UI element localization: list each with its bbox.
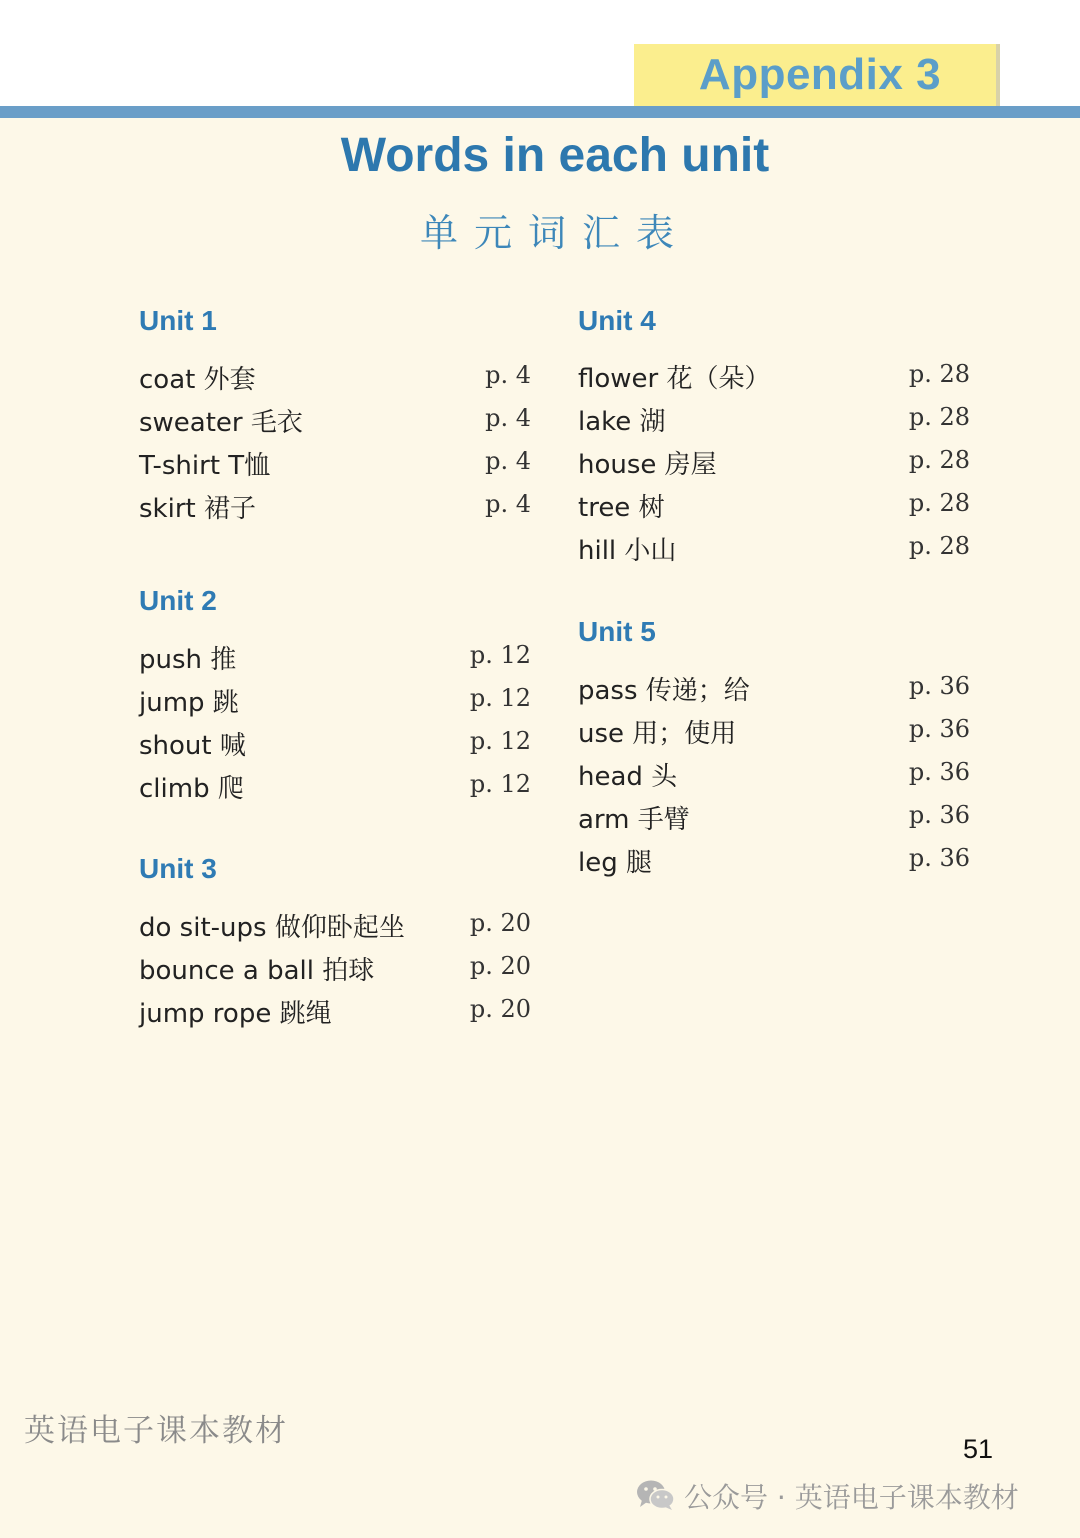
word: sweater 毛衣 (139, 408, 303, 438)
word-row (139, 768, 531, 808)
word-row (578, 444, 970, 484)
page-ref: p. 28 (908, 446, 970, 474)
word: climb 爬 (139, 774, 244, 804)
word-row (139, 488, 531, 528)
word-row (578, 799, 970, 839)
appendix-tab (634, 44, 996, 106)
page-ref: p. 4 (485, 361, 531, 389)
word-row (139, 725, 531, 765)
page-ref: p. 12 (469, 641, 531, 669)
word-row (578, 358, 970, 398)
word-row (578, 713, 970, 753)
word-row (578, 487, 970, 527)
page-ref: p. 12 (469, 684, 531, 712)
word-row (139, 950, 531, 990)
watermark-text: 英语电子课本教材 (24, 1413, 288, 1449)
page-ref: p. 36 (908, 758, 970, 786)
page-title: Words in each unit (340, 129, 770, 182)
word-row (578, 530, 970, 570)
word-row (139, 445, 531, 485)
word: leg 腿 (578, 848, 652, 878)
unit-4-heading: Unit 4 (578, 305, 656, 336)
page-ref: p. 4 (485, 447, 531, 475)
appendix-label: Appendix 3 (698, 50, 942, 99)
page-ref: p. 4 (485, 404, 531, 432)
page-number: 51 (963, 1434, 994, 1464)
word: bounce a ball 拍球 (139, 956, 375, 986)
unit-3-heading: Unit 3 (139, 853, 217, 884)
page-ref: p. 12 (469, 770, 531, 798)
word: push 推 (139, 645, 237, 675)
word: hill 小山 (578, 536, 677, 566)
word: jump rope 跳绳 (139, 999, 332, 1029)
header-rule (0, 106, 1080, 118)
word: coat 外套 (139, 365, 256, 395)
word: tree 树 (578, 493, 665, 523)
word: shout 喊 (139, 731, 246, 761)
word: use 用；使用 (578, 719, 737, 749)
word-row (578, 842, 970, 882)
word: pass 传递；给 (578, 676, 750, 706)
word: skirt 裙子 (139, 494, 256, 524)
word-row (578, 756, 970, 796)
page-ref: p. 36 (908, 672, 970, 700)
page-ref: p. 20 (469, 909, 531, 937)
word: lake 湖 (578, 407, 666, 437)
word-row (139, 993, 531, 1033)
page-ref: p. 4 (485, 490, 531, 518)
page-ref: p. 28 (908, 403, 970, 431)
word-row (139, 359, 531, 399)
page-subtitle: 单元词汇表 (419, 211, 690, 255)
word: jump 跳 (139, 688, 239, 718)
word: flower 花（朵） (578, 364, 771, 394)
page-ref: p. 36 (908, 715, 970, 743)
word-row (139, 907, 531, 947)
word-row (578, 670, 970, 710)
word: head 头 (578, 762, 678, 792)
word: arm 手臂 (578, 805, 690, 835)
unit-2-heading: Unit 2 (139, 585, 217, 616)
word-row (139, 682, 531, 722)
wechat-account-watermark: 公众号 · 英语电子课本教材 (684, 1481, 1019, 1514)
word: house 房屋 (578, 450, 717, 480)
page-ref: p. 28 (908, 489, 970, 517)
page-ref: p. 12 (469, 727, 531, 755)
word: do sit-ups 做仰卧起坐 (139, 913, 405, 943)
page-ref: p. 28 (908, 360, 970, 388)
word: T-shirt T恤 (139, 451, 271, 481)
unit-1-heading: Unit 1 (139, 305, 217, 336)
page-ref: p. 20 (469, 995, 531, 1023)
page-ref: p. 20 (469, 952, 531, 980)
word-row (578, 401, 970, 441)
wechat-icon (636, 1478, 676, 1512)
page-ref: p. 36 (908, 844, 970, 872)
page-ref: p. 36 (908, 801, 970, 829)
word-row (139, 402, 531, 442)
page-ref: p. 28 (908, 532, 970, 560)
unit-5-heading: Unit 5 (578, 616, 656, 647)
word-row (139, 639, 531, 679)
